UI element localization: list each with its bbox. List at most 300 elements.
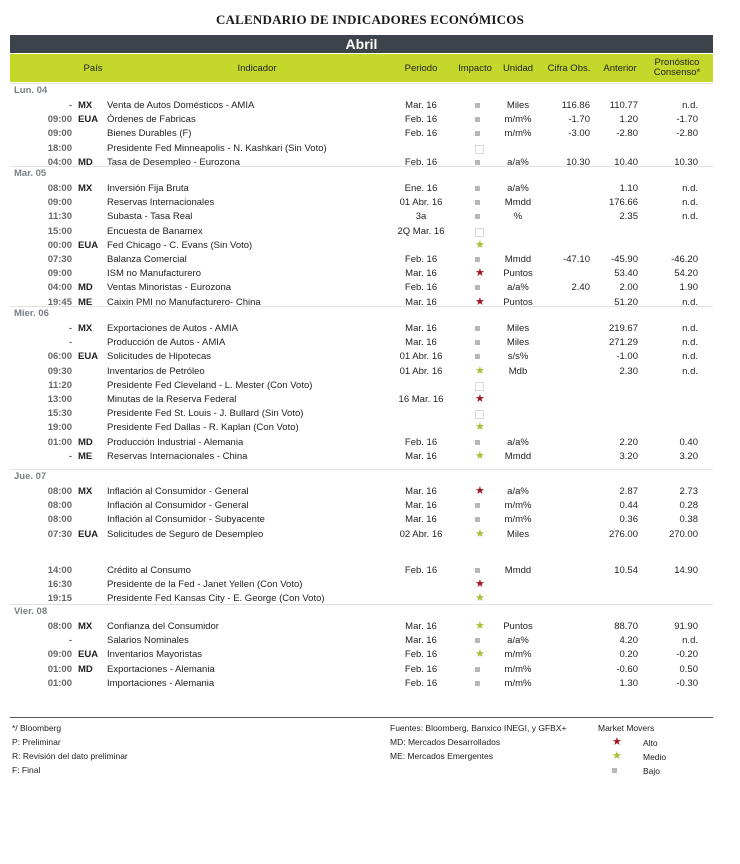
row-previous: 51.20 (614, 296, 638, 308)
row-unit: Puntos (503, 621, 533, 632)
row-time: 13:00 (47, 394, 72, 405)
row-previous: 271.29 (608, 337, 638, 349)
row-time: 08:00 (47, 500, 72, 512)
table-row (10, 239, 713, 252)
row-previous: 2.35 (619, 211, 638, 223)
row-indicator: Producción de Autos - AMIA (107, 337, 226, 349)
row-indicator: Inventarios de Petróleo (107, 365, 205, 377)
row-time: 01:00 (47, 436, 72, 448)
row-unit: a/a% (507, 635, 529, 647)
row-unit: % (513, 211, 523, 223)
header-anterior: Anterior (603, 62, 637, 74)
row-previous: 0.20 (619, 649, 638, 661)
legend-icon (612, 750, 622, 763)
footer-source: MD: Mercados Desarrollados (390, 737, 501, 747)
row-forecast: 54.20 (674, 268, 698, 280)
row-time: - (68, 323, 72, 334)
row-unit: Miles (506, 337, 530, 349)
row-forecast: n.d. (682, 635, 698, 647)
table-row (10, 281, 713, 294)
row-previous: 2.20 (619, 436, 638, 448)
header-impacto: Impacto (458, 62, 492, 74)
row-forecast: n.d. (682, 296, 698, 308)
row-country: EUA (78, 528, 99, 540)
row-unit: m/m% (504, 514, 532, 526)
low-impact-square-icon (475, 117, 480, 122)
table-row (10, 210, 713, 223)
row-previous: 10.54 (614, 564, 638, 576)
row-period: 01 Abr. 16 (399, 365, 443, 377)
row-country: MD (78, 436, 93, 448)
row-time: 09:30 (47, 365, 72, 377)
row-previous: -2.80 (616, 128, 638, 140)
row-period: Mar. 16 (405, 500, 437, 512)
medium-impact-star-icon: ★ (475, 527, 485, 540)
row-unit: Mmdd (504, 197, 532, 209)
row-previous: 276.00 (608, 528, 638, 540)
medium-impact-star-icon: ★ (475, 238, 485, 251)
row-unit: Miles (506, 323, 530, 334)
row-period: Mar. 16 (405, 268, 437, 280)
high-impact-star-icon: ★ (475, 267, 485, 280)
row-unit: Puntos (503, 268, 533, 280)
table-row (10, 528, 713, 541)
row-period: 16 Mar. 16 (398, 394, 444, 405)
table-row (10, 267, 713, 280)
row-unit: s/s% (507, 351, 529, 363)
row-unit: Miles (506, 528, 530, 540)
table-row (10, 499, 713, 512)
row-observed: -1.70 (568, 114, 590, 126)
row-indicator: Presidente Fed Dallas - R. Kaplan (Con Voto) (107, 422, 299, 434)
row-period: Feb. 16 (404, 663, 438, 675)
row-forecast: 10.30 (674, 156, 698, 168)
row-indicator: Caixin PMI no Manufacturero- China (107, 296, 261, 308)
row-time: 09:00 (47, 128, 72, 140)
row-time: 04:00 (47, 156, 72, 168)
row-previous: 2.30 (619, 365, 638, 377)
table-row (10, 407, 713, 420)
row-previous: 88.70 (614, 621, 638, 632)
row-indicator: Inflación al Consumidor - General (107, 500, 249, 512)
table-row (10, 485, 713, 498)
medium-impact-star-icon: ★ (475, 421, 485, 434)
row-indicator: Presidente Fed St. Louis - J. Bullard (Sin Voto) (107, 408, 304, 420)
legend-icon (612, 764, 617, 776)
row-indicator: Crédito al Consumo (107, 564, 191, 576)
row-unit: Mmdd (504, 254, 532, 265)
table-row (10, 564, 713, 577)
low-impact-square-icon (475, 326, 480, 331)
low-impact-square-icon (475, 681, 480, 686)
row-indicator: Presidente Fed Cleveland - L. Mester (Con Voto) (107, 379, 313, 391)
table-header (10, 54, 713, 82)
medium-impact-star-icon: ★ (475, 449, 485, 462)
row-period: Feb. 16 (404, 114, 438, 126)
row-period: Mar. 16 (405, 514, 437, 526)
page-title: CALENDARIO DE INDICADORES ECONÓMICOS (215, 12, 525, 27)
low-impact-square-icon (475, 200, 480, 205)
low-impact-square-icon (475, 517, 480, 522)
medium-impact-star-icon: ★ (475, 648, 485, 661)
no-impact-box-icon (475, 228, 484, 237)
row-indicator: Importaciones - Alemania (107, 677, 215, 689)
row-indicator: ISM no Manufacturero (107, 268, 201, 280)
row-previous: 53.40 (614, 268, 638, 280)
row-period: 01 Abr. 16 (399, 351, 443, 363)
row-previous: 0.36 (619, 514, 638, 526)
row-country: MX (78, 323, 93, 334)
low-impact-square-icon (475, 503, 480, 508)
row-forecast: n.d. (682, 351, 698, 363)
row-forecast: 0.50 (679, 663, 698, 675)
row-time: 00:00 (47, 239, 72, 251)
day-separator (10, 166, 713, 167)
table-row (10, 513, 713, 526)
low-impact-square-icon (475, 285, 480, 290)
row-indicator: Reservas Internacionales (107, 197, 215, 209)
high-impact-star-icon: ★ (475, 578, 485, 590)
row-forecast: n.d. (682, 211, 698, 223)
row-time: 01:00 (47, 663, 72, 675)
footer-note: F: Final (12, 765, 41, 775)
row-country: EUA (78, 114, 99, 126)
row-forecast: -0.30 (676, 677, 698, 689)
row-indicator: Solicitudes de Seguro de Desempleo (107, 528, 264, 540)
row-time: 04:00 (47, 282, 72, 294)
header-periodo: Periodo (404, 62, 438, 74)
row-indicator: Presidente Fed Kansas City - E. George (Con Voto) (107, 593, 325, 605)
medium-impact-star-icon: ★ (475, 620, 485, 632)
row-forecast: n.d. (682, 337, 698, 349)
legend-label: Medio (643, 752, 667, 762)
table-row (10, 350, 713, 363)
row-forecast: 0.40 (679, 436, 698, 448)
row-period: Feb. 16 (404, 254, 438, 265)
low-impact-square-icon (475, 638, 480, 643)
row-country: MX (78, 183, 93, 194)
day-separator (10, 83, 713, 84)
table-row (10, 196, 713, 209)
row-forecast: n.d. (682, 323, 698, 334)
row-unit: a/a% (507, 486, 529, 497)
row-previous: 10.40 (614, 156, 638, 168)
low-impact-square-icon (475, 667, 480, 672)
row-observed: 116.86 (561, 100, 590, 111)
row-time: 09:00 (47, 649, 72, 661)
row-indicator: Ventas Minoristas - Eurozona (107, 282, 232, 294)
row-unit: m/m% (504, 128, 532, 140)
row-indicator: Minutas de la Reserva Federal (107, 394, 237, 405)
footer-note: R: Revisión del dato preliminar (12, 751, 128, 761)
row-indicator: Solicitudes de Hipotecas (107, 351, 212, 363)
low-impact-square-icon (475, 257, 480, 262)
row-forecast: 2.73 (679, 486, 698, 497)
medium-impact-star-icon: ★ (475, 592, 485, 605)
no-impact-box-icon (475, 382, 484, 391)
legend-icon (612, 736, 622, 749)
table-row (10, 142, 713, 155)
medium-impact-star-icon: ★ (612, 750, 622, 762)
row-observed: 10.30 (566, 156, 590, 168)
header-pronostico (646, 54, 708, 82)
row-country: ME (78, 450, 93, 462)
row-previous: -45.90 (611, 254, 638, 265)
row-time: 07:30 (47, 254, 72, 265)
high-impact-star-icon: ★ (475, 295, 485, 308)
low-impact-square-icon (475, 214, 480, 219)
row-period: Mar. 16 (405, 486, 437, 497)
day-label: Lun. 04 (14, 85, 48, 96)
header-pais: País (83, 62, 103, 74)
row-period: 02 Abr. 16 (399, 528, 443, 540)
low-impact-square-icon (475, 103, 480, 108)
row-indicator: Salarios Nominales (107, 635, 189, 647)
row-unit: a/a% (507, 282, 529, 294)
table-row (10, 336, 713, 349)
row-previous: -1.00 (616, 351, 638, 363)
row-country: MD (78, 663, 93, 675)
day-separator (10, 469, 713, 470)
day-separator (10, 306, 713, 307)
row-forecast: 0.38 (679, 514, 698, 526)
row-time: 06:00 (47, 351, 72, 363)
table-row (10, 677, 713, 690)
footer-note: */ Bloomberg (12, 723, 62, 733)
row-previous: 219.67 (608, 323, 638, 334)
high-impact-star-icon: ★ (475, 485, 485, 497)
table-row (10, 225, 713, 238)
day-label: Mier. 06 (14, 308, 49, 319)
table-row (10, 578, 713, 591)
header-pronostico-line1: Pronóstico (654, 57, 700, 68)
row-country: MX (78, 621, 93, 632)
row-unit: m/m% (504, 500, 532, 512)
table-row (10, 421, 713, 434)
row-time: 19:00 (47, 422, 72, 434)
row-unit: Mdb (508, 365, 528, 377)
no-impact-box-icon (475, 145, 484, 154)
row-unit: Mmdd (504, 564, 532, 576)
row-indicator: Inventarios Mayoristas (107, 649, 203, 661)
low-impact-square-icon (475, 186, 480, 191)
table-row (10, 634, 713, 647)
row-forecast: 270.00 (668, 528, 698, 540)
row-indicator: Exportaciones de Autos - AMIA (107, 323, 238, 334)
row-time: 01:00 (47, 677, 72, 689)
footer-divider (10, 717, 713, 718)
row-indicator: Inversión Fija Bruta (107, 183, 189, 194)
row-period: Mar. 16 (405, 621, 437, 632)
row-period: 2Q Mar. 16 (397, 225, 445, 237)
row-indicator: Inflación al Consumidor - General (107, 486, 249, 497)
table-row (10, 379, 713, 392)
row-previous: 1.30 (619, 677, 638, 689)
row-unit: a/a% (507, 436, 529, 448)
low-impact-square-icon (475, 340, 480, 345)
row-period: 01 Abr. 16 (399, 197, 443, 209)
medium-impact-star-icon: ★ (475, 364, 485, 377)
row-country: MD (78, 156, 93, 168)
row-period: Mar. 16 (405, 635, 437, 647)
row-indicator: Balanza Comercial (107, 254, 187, 265)
row-unit: a/a% (507, 183, 529, 194)
table-row (10, 322, 713, 335)
low-impact-square-icon (475, 131, 480, 136)
table-row (10, 648, 713, 661)
row-previous: 176.66 (608, 197, 638, 209)
row-indicator: Venta de Autos Domésticos - AMIA (107, 100, 255, 111)
row-forecast: n.d. (682, 100, 698, 111)
low-impact-square-icon (475, 568, 480, 573)
row-indicator: Presidente Fed Minneapolis - N. Kashkari (Sin Voto) (107, 142, 327, 154)
row-forecast: 3.20 (679, 450, 698, 462)
row-indicator: Reservas Internacionales - China (107, 450, 248, 462)
row-time: 07:30 (47, 528, 72, 540)
row-time: 08:00 (47, 621, 72, 632)
row-time: 11:20 (48, 379, 72, 391)
low-impact-square-icon (475, 354, 480, 359)
low-impact-square-icon (475, 440, 480, 445)
table-row (10, 253, 713, 266)
row-time: - (68, 100, 72, 111)
row-forecast: 1.90 (679, 282, 698, 294)
row-unit: Puntos (503, 296, 533, 308)
row-indicator: Producción Industrial - Alemania (107, 436, 244, 448)
row-unit: m/m% (504, 677, 532, 689)
row-indicator: Bienes Durables (F) (107, 128, 192, 140)
row-indicator: Encuesta de Banamex (107, 225, 203, 237)
row-period: Mar. 16 (405, 296, 437, 308)
row-unit: Mmdd (504, 450, 532, 462)
header-pronostico-line2: Consenso* (653, 67, 701, 78)
table-row (10, 99, 713, 112)
row-period: Mar. 16 (405, 450, 437, 462)
row-country: ME (78, 296, 93, 308)
row-observed: -47.10 (563, 254, 590, 265)
row-period: Mar. 16 (405, 337, 437, 349)
row-forecast: n.d. (682, 365, 698, 377)
table-row (10, 663, 713, 676)
row-forecast: n.d. (682, 183, 698, 194)
row-country: MX (78, 100, 93, 111)
row-time: 09:00 (47, 114, 72, 126)
header-unidad: Unidad (502, 62, 534, 74)
row-time: - (68, 337, 72, 349)
row-previous: 110.77 (609, 100, 638, 111)
low-impact-square-icon (612, 768, 617, 773)
row-time: 16:30 (47, 579, 72, 590)
row-forecast: -1.70 (676, 114, 698, 126)
row-period: Feb. 16 (404, 677, 438, 689)
row-forecast: -0.20 (676, 649, 698, 661)
no-impact-box-icon (475, 410, 484, 419)
table-row (10, 393, 713, 406)
row-forecast: 14.90 (674, 564, 698, 576)
market-movers-title: Market Movers (598, 723, 655, 733)
row-country: EUA (78, 239, 99, 251)
row-time: 11:30 (48, 211, 72, 223)
row-unit: m/m% (504, 663, 532, 675)
row-time: 15:00 (47, 225, 72, 237)
row-time: 18:00 (47, 142, 72, 154)
low-impact-square-icon (475, 160, 480, 165)
day-label: Vier. 08 (14, 606, 48, 617)
row-period: Feb. 16 (404, 282, 438, 294)
row-time: 15:30 (47, 408, 72, 420)
row-previous: 2.00 (619, 282, 638, 294)
row-period: 3a (415, 211, 427, 223)
row-period: Feb. 16 (404, 128, 438, 140)
row-time: - (68, 635, 72, 647)
row-forecast: -2.80 (676, 128, 698, 140)
row-time: 19:45 (47, 296, 72, 308)
table-row (10, 436, 713, 449)
table-row (10, 113, 713, 126)
row-period: Ene. 16 (404, 183, 438, 194)
high-impact-star-icon: ★ (612, 736, 622, 748)
row-indicator: Confianza del Consumidor (107, 621, 219, 632)
row-time: 19:15 (47, 593, 72, 605)
row-period: Mar. 16 (405, 100, 437, 111)
day-separator (10, 604, 713, 605)
row-indicator: Órdenes de Fabricas (107, 114, 196, 126)
day-label: Mar. 05 (14, 168, 47, 179)
legend-label: Bajo (643, 766, 661, 776)
row-observed: 2.40 (571, 282, 590, 294)
row-indicator: Tasa de Desempleo - Eurozona (107, 156, 241, 168)
table-row (10, 365, 713, 378)
row-country: MX (78, 486, 93, 497)
row-indicator: Presidente de la Fed - Janet Yellen (Con Voto) (107, 579, 303, 590)
row-indicator: Inflación al Consumidor - Subyacente (107, 514, 265, 526)
row-time: 08:00 (47, 514, 72, 526)
table-row (10, 182, 713, 195)
row-country: EUA (78, 351, 99, 363)
row-forecast: -46.20 (671, 254, 698, 265)
row-country: MD (78, 282, 93, 294)
row-unit: m/m% (504, 649, 532, 661)
row-period: Feb. 16 (404, 156, 438, 168)
day-label: Jue. 07 (14, 471, 47, 482)
footer-source: ME: Mercados Emergentes (390, 751, 493, 761)
table-row (10, 127, 713, 140)
row-time: 09:00 (47, 268, 72, 280)
table-row (10, 620, 713, 633)
row-previous: 4.20 (619, 635, 638, 647)
row-unit: a/a% (507, 156, 529, 168)
row-forecast: n.d. (682, 197, 698, 209)
row-observed: -3.00 (568, 128, 590, 140)
row-forecast: 0.28 (679, 500, 698, 512)
row-previous: 2.87 (619, 486, 638, 497)
row-previous: 0.44 (619, 500, 638, 512)
row-indicator: Fed Chicago - C. Evans (Sin Voto) (107, 239, 253, 251)
header-cifra: Cifra Obs. (547, 62, 591, 74)
row-time: 08:00 (47, 486, 72, 497)
row-indicator: Subasta - Tasa Real (107, 211, 193, 223)
row-previous: 1.10 (619, 183, 638, 194)
table-row (10, 450, 713, 463)
high-impact-star-icon: ★ (475, 393, 485, 405)
row-time: 14:00 (47, 564, 72, 576)
footer-note: P: Preliminar (12, 737, 61, 747)
row-period: Feb. 16 (404, 649, 438, 661)
row-previous: -0.60 (616, 663, 638, 675)
row-time: 09:00 (47, 197, 72, 209)
legend-label: Alto (643, 738, 658, 748)
row-previous: 3.20 (619, 450, 638, 462)
